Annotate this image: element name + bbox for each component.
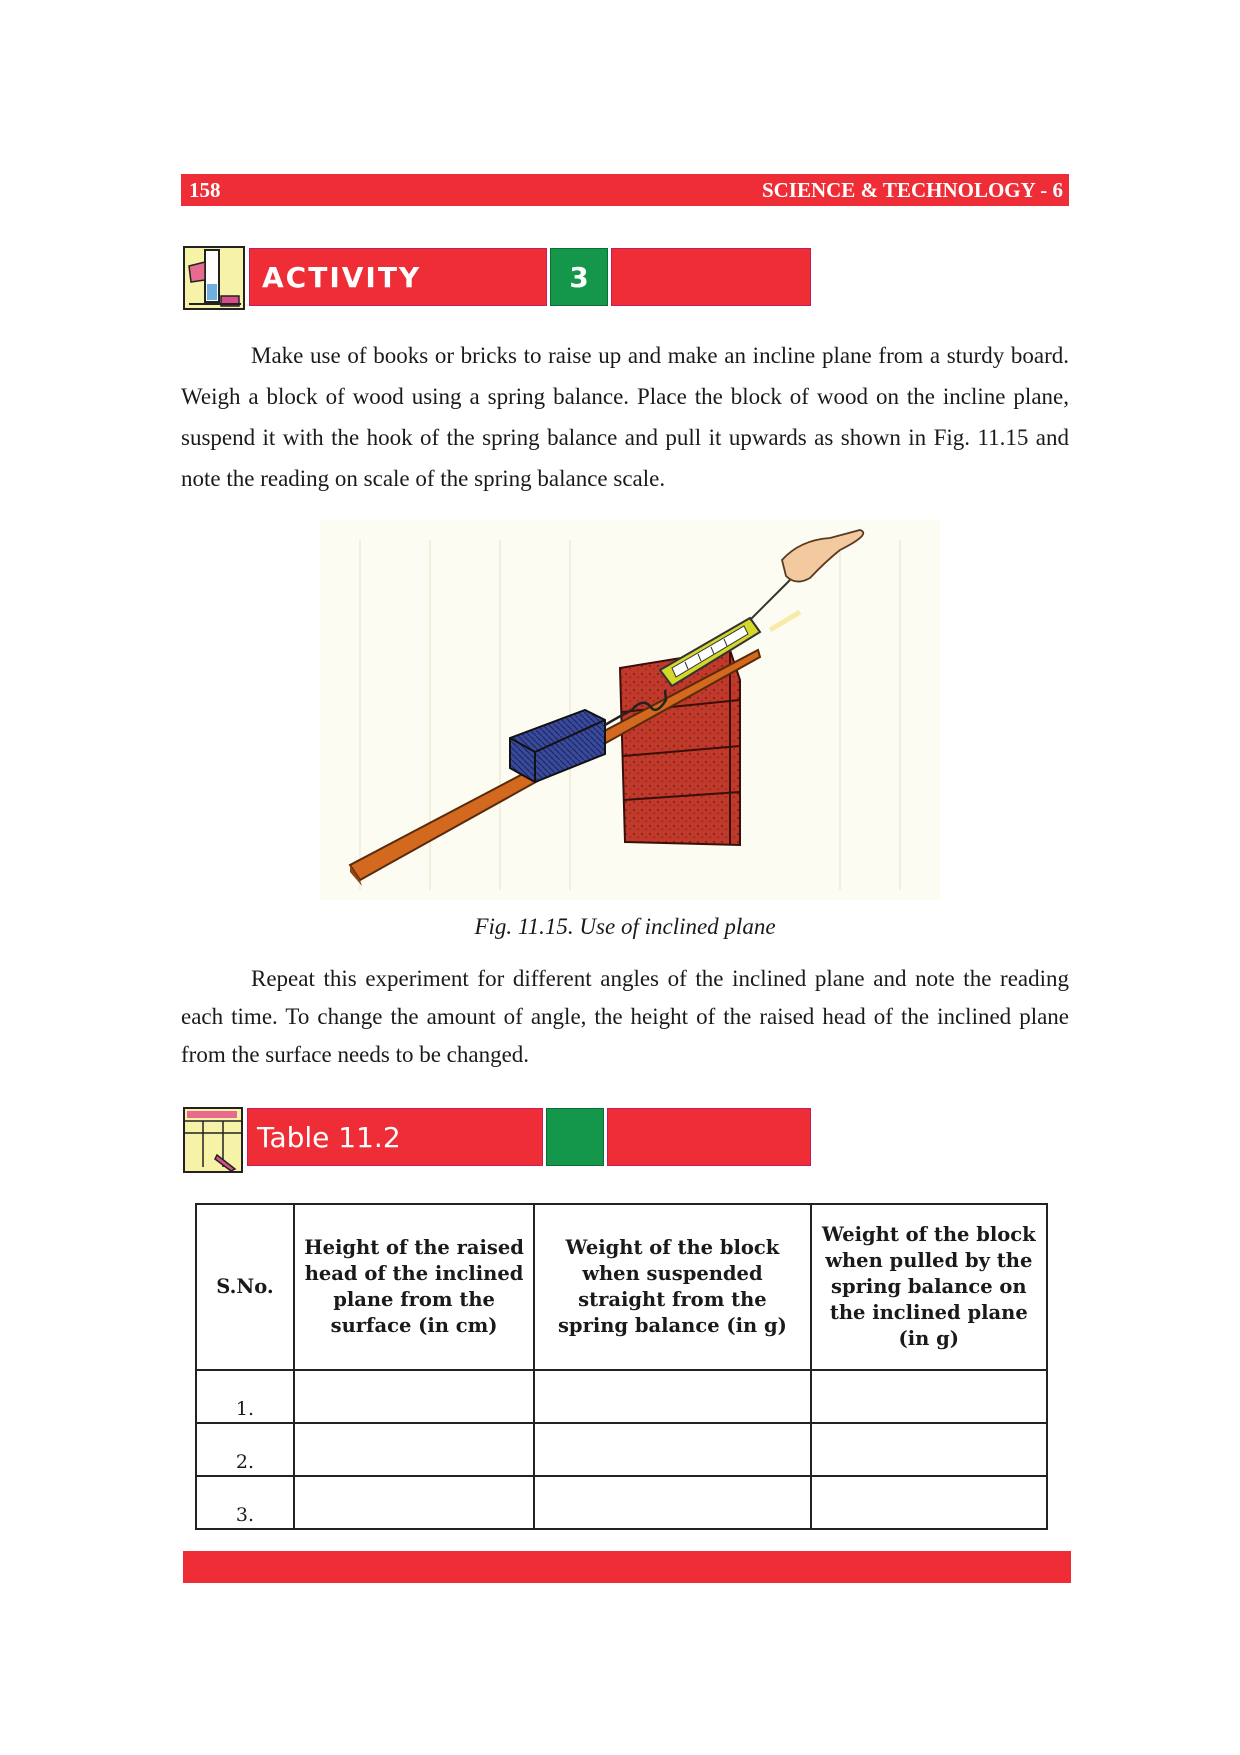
cell-sno: 2. [196, 1423, 294, 1476]
cell-weight-suspended [534, 1370, 810, 1423]
cell-weight-pulled [811, 1476, 1047, 1529]
cell-height [294, 1476, 534, 1529]
table-label: Table 11.2 [257, 1121, 401, 1154]
activity-label: ACTIVITY [262, 261, 422, 294]
activity-number: 3 [569, 261, 589, 294]
table-banner [247, 1108, 543, 1166]
table-icon [183, 1107, 243, 1173]
table-banner-tail [607, 1108, 811, 1166]
cell-sno: 3. [196, 1476, 294, 1529]
activity-banner [249, 248, 547, 306]
cell-height [294, 1423, 534, 1476]
cell-weight-suspended [534, 1476, 810, 1529]
cell-weight-suspended [534, 1423, 810, 1476]
cell-sno: 1. [196, 1370, 294, 1423]
table-header-row [196, 1204, 1047, 1370]
page-number: 158 [189, 178, 221, 202]
header-band [181, 174, 1069, 206]
cell-weight-pulled [811, 1423, 1047, 1476]
inclined-plane-figure [320, 520, 940, 900]
header-weight-pulled: Weight of the block when pulled by the spring balance on the inclined plane (in g) [811, 1204, 1047, 1370]
header-height: Height of the raised head of the inclined plane from the surface (in cm) [294, 1204, 534, 1370]
table-row [196, 1423, 1047, 1476]
table-banner-green-box [546, 1108, 604, 1166]
table-row [196, 1370, 1047, 1423]
activity-banner-tail [611, 248, 811, 306]
experiment-icon [183, 246, 245, 310]
cell-weight-pulled [811, 1370, 1047, 1423]
activity-number-box [550, 248, 608, 306]
header-weight-suspended: Weight of the block when suspended straight from the spring balance (in g) [534, 1204, 810, 1370]
cell-height [294, 1370, 534, 1423]
footer-band [183, 1551, 1071, 1583]
figure-caption: Fig. 11.15. Use of inclined plane [474, 914, 776, 939]
paragraph-1: Make use of books or bricks to raise up and make an incline plane from a sturdy board. Weigh a block of wood using a spring balance. Place the block of wood on the incline plane, suspend it with the hook of the spring balance and pull it upwards as shown in Fig. 11.15 and note the reading on scale of the spring balance scale. [181, 343, 1069, 491]
book-title: SCIENCE & TECHNOLOGY - 6 [761, 178, 1063, 202]
paragraph-2: Repeat this experiment for different angles of the inclined plane and note the reading each time. To change the amount of angle, the height of the raised head of the inclined plane from the surface needs to be changed. [181, 966, 1069, 1067]
header-sno: S.No. [196, 1204, 294, 1370]
table-row [196, 1476, 1047, 1529]
data-table [195, 1203, 1048, 1530]
